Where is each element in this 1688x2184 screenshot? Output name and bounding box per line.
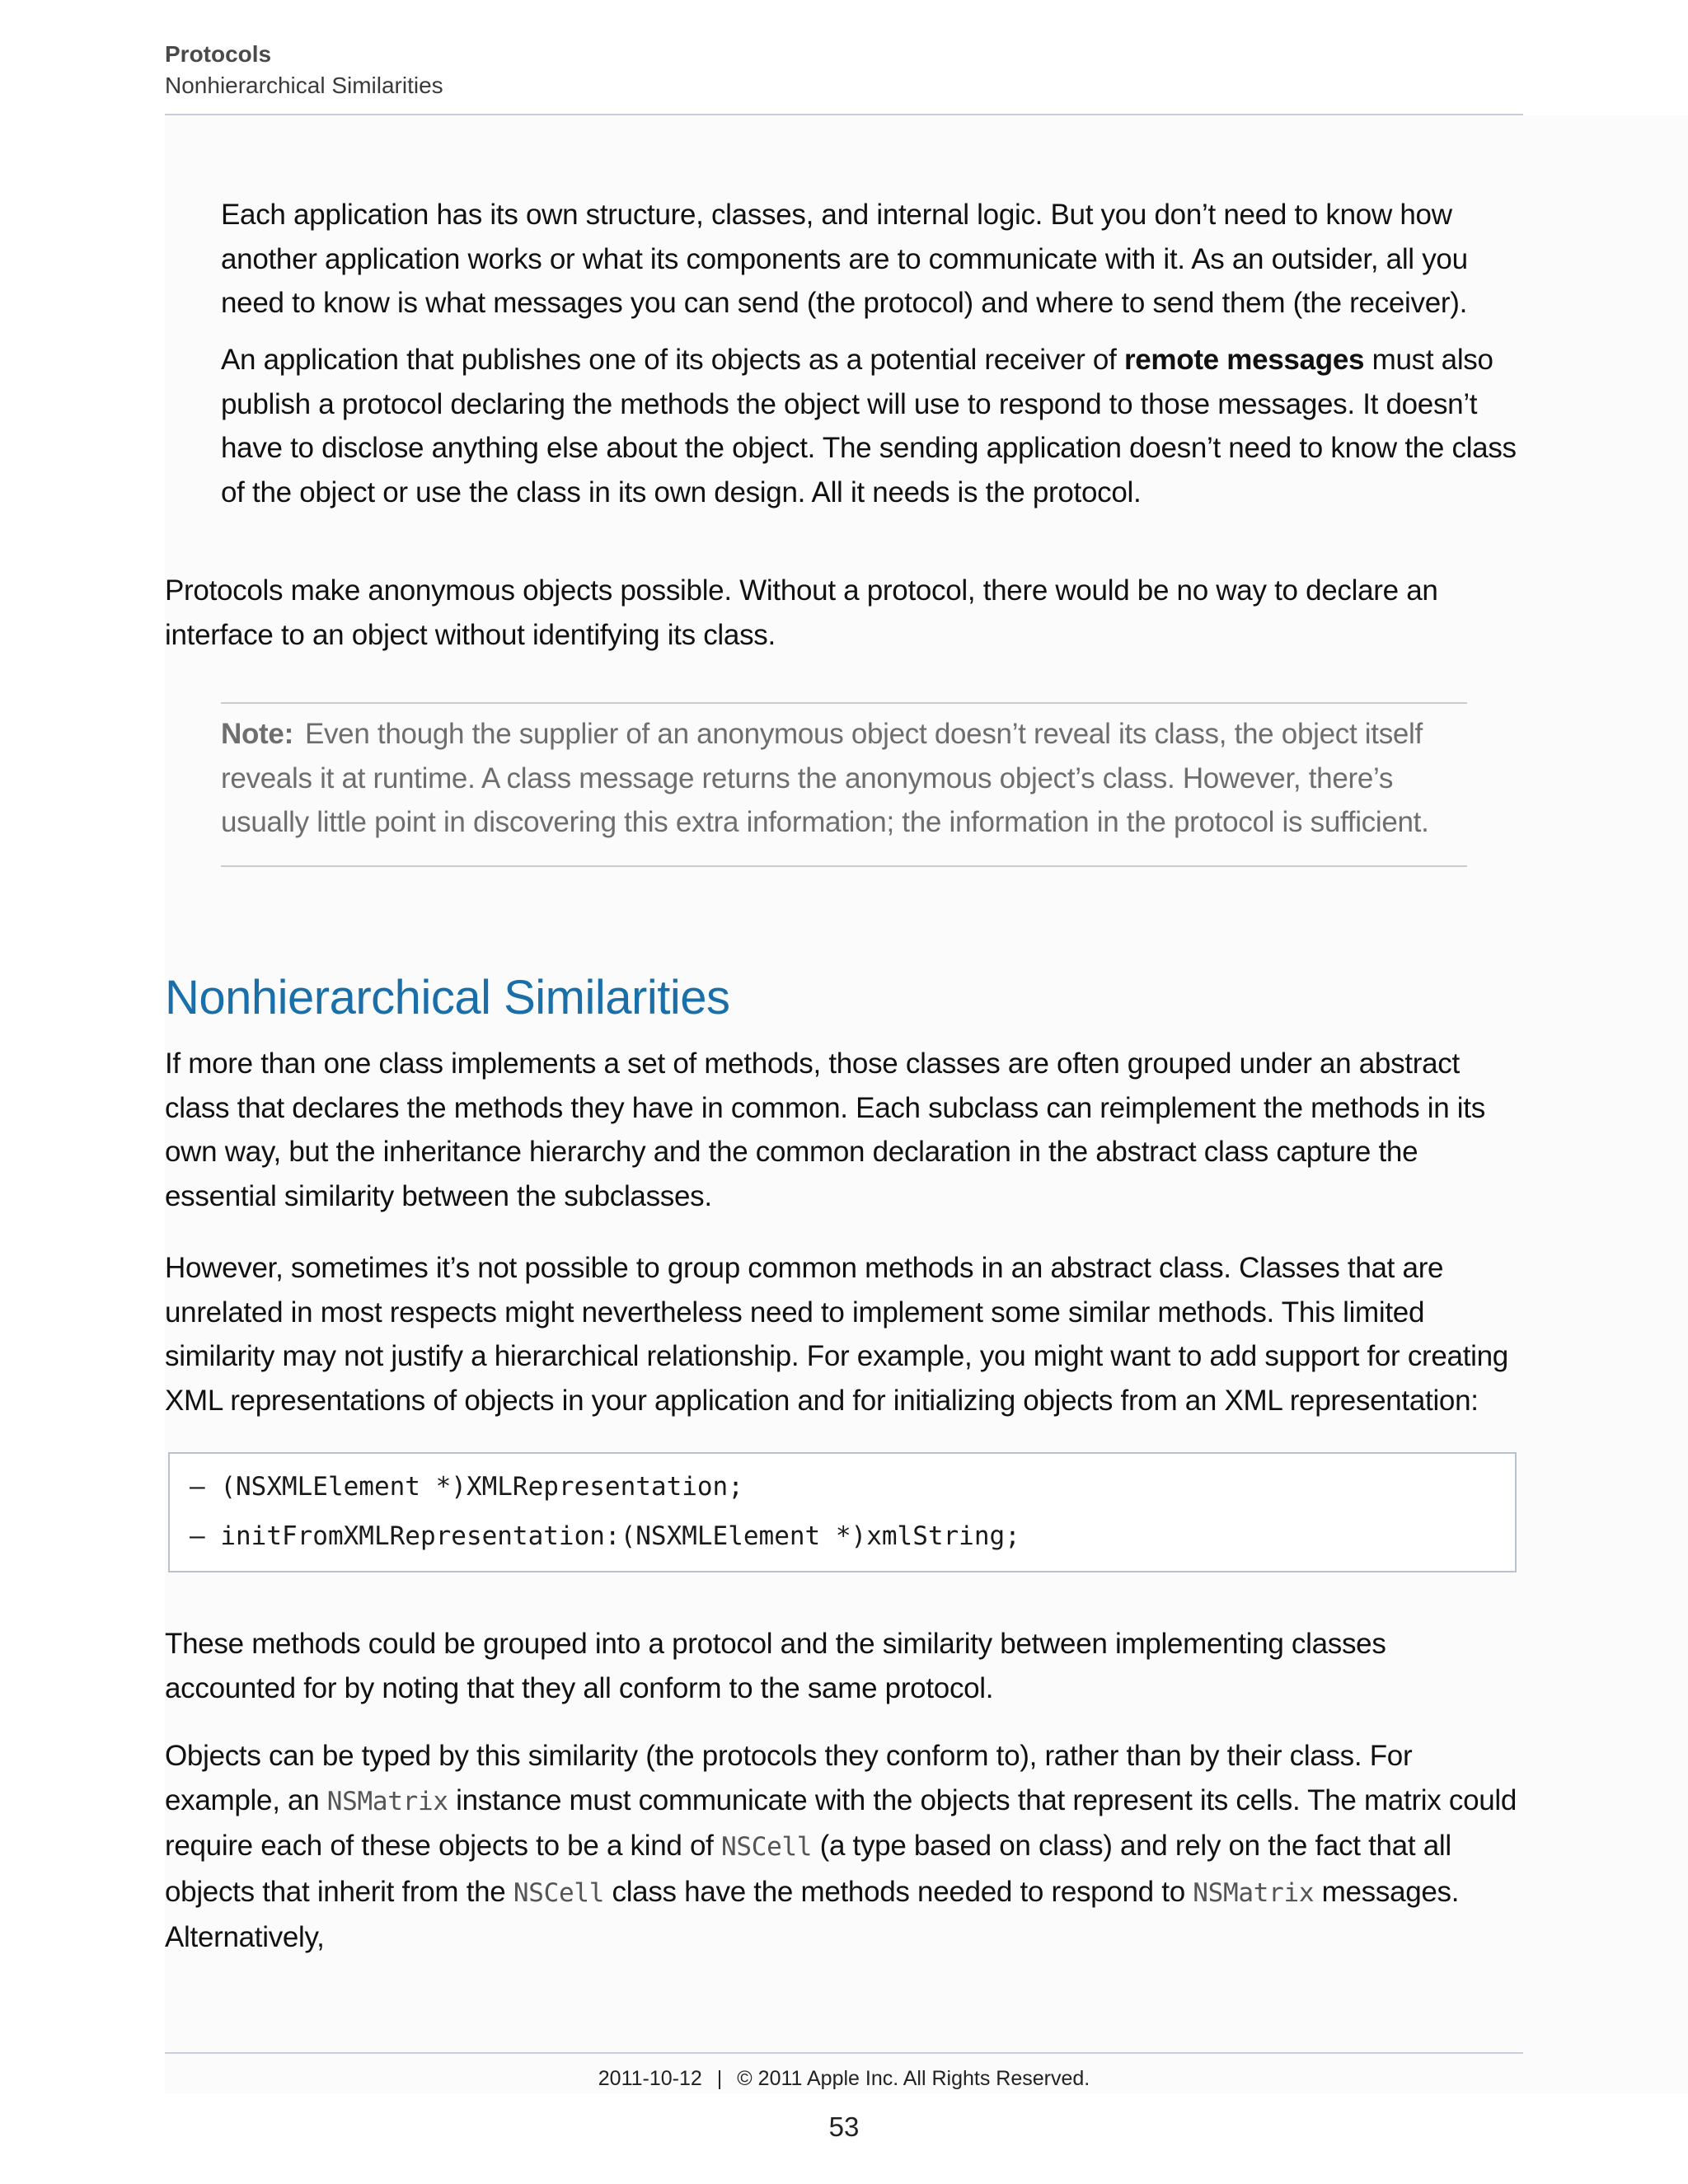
footer-copyright: © 2011 Apple Inc. All Rights Reserved. bbox=[737, 2067, 1090, 2090]
inline-code-nsmatrix: NSMatrix bbox=[1193, 1877, 1315, 1908]
note-callout bbox=[221, 702, 1467, 867]
header-chapter-title: Protocols bbox=[165, 41, 272, 67]
paragraph-remote-messages bbox=[221, 338, 1523, 514]
bold-term-remote-messages: remote messages bbox=[1123, 344, 1365, 376]
paragraph-abstract-class: If more than one class implements a set of methods, those classes are often grouped under an abstract class that declares the methods they have in common. Each subclass can reimplement the methods in its own way, but the inheritance hierarchy and the common declaration in the abstract class capture the essential similarity between the subclasses. bbox=[165, 1047, 1485, 1212]
paragraph-xml-representation: However, sometimes it’s not possible to group common methods in an abstract class. Classes that are unrelated in most respects might nevertheless need to implement some similar methods. This limited similarity may not justify a hierarchical relationship. For example, you might want to add support for creating XML representations of objects in your application and for initializing objects from an XML representation: bbox=[165, 1252, 1508, 1417]
paragraph-text: (a type based on class) and rely on the fact that all objects that inherit from the bbox=[165, 1830, 1451, 1908]
code-listing bbox=[168, 1452, 1517, 1572]
note-body: Even though the supplier of an anonymous object doesn’t reveal its class, the object itself reveals it at runtime. A class message returns the anonymous object’s class. However, there’s usually little point in discovering this extra information; the information in the protocol is sufficient. bbox=[221, 718, 1429, 838]
code-line-1: – (NSXMLElement *)XMLRepresentation; bbox=[190, 1472, 743, 1502]
paragraph-text: instance must communicate with the objects that represent its cells. The matrix could require each of these objects to be a kind of bbox=[165, 1783, 1517, 1862]
paragraph-typed-by-similarity bbox=[165, 1734, 1523, 1960]
inline-code-nsmatrix: NSMatrix bbox=[326, 1786, 448, 1816]
inline-code-nscell: NSCell bbox=[720, 1832, 813, 1862]
note-label: Note: bbox=[221, 718, 293, 750]
footer-date: 2011-10-12 bbox=[598, 2067, 702, 2090]
paragraph-anonymous-objects: Protocols make anonymous objects possible. Without a protocol, there would be no way to declare an interface to an object without identifying its class. bbox=[165, 574, 1438, 651]
code-line-2: – initFromXMLRepresentation:(NSXMLElement *)xmlString; bbox=[190, 1521, 1020, 1551]
paragraph-grouped-protocol: These methods could be grouped into a protocol and the similarity between implementing classes accounted for by noting that they all conform to the same protocol. bbox=[165, 1628, 1386, 1704]
footer-info bbox=[0, 2067, 1688, 2091]
page-number: 53 bbox=[828, 2111, 860, 2142]
footer-divider bbox=[165, 2052, 1523, 2054]
header-divider bbox=[165, 114, 1523, 115]
paragraph-text: An application that publishes one of its objects as a potential receiver of bbox=[221, 344, 1124, 376]
paragraph-application-structure: Each application has its own structure, classes, and internal logic. But you don’t need to know how another application works or what its components are to communicate with it. As an outsider, all you need to know is what messages you can send (the protocol) and where to send them (the receiver). bbox=[221, 199, 1468, 319]
paragraph-text: class have the methods needed to respond to bbox=[604, 1875, 1193, 1908]
paragraph-text: must also publish a protocol declaring the methods the object will use to respond to those messages. It doesn’t have to disclose anything else about the object. The sending application doesn’t need to know the class of the object or use the class in its own design. All it needs is the protocol. bbox=[221, 344, 1517, 509]
header-section-title: Nonhierarchical Similarities bbox=[165, 73, 443, 98]
section-heading: Nonhierarchical Similarities bbox=[165, 971, 730, 1024]
paragraph-text: messages. Alternatively, bbox=[165, 1875, 1460, 1953]
running-header bbox=[165, 40, 1523, 102]
inline-code-nscell: NSCell bbox=[513, 1877, 605, 1908]
paragraph-text: Objects can be typed by this similarity (the protocols they conform to), rather than by their class. For example, an bbox=[165, 1740, 1413, 1816]
note-text bbox=[221, 712, 1467, 845]
footer-separator: | bbox=[716, 2067, 723, 2090]
